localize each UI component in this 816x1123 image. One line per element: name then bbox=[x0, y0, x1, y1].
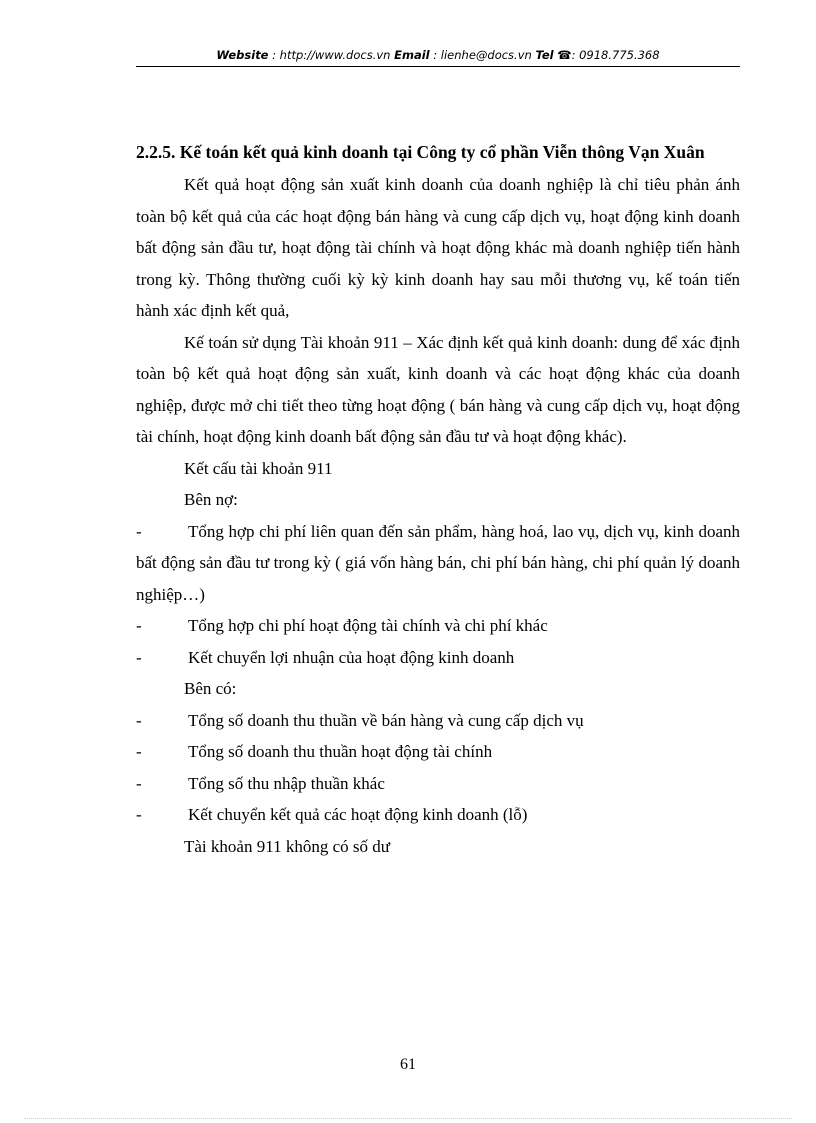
debit-item-3 bbox=[136, 642, 740, 674]
bullet-marker: - bbox=[136, 710, 142, 730]
website-value: : http://www.docs.vn bbox=[272, 48, 391, 62]
structure-title: Kết cấu tài khoản 911 bbox=[184, 458, 333, 478]
closing-note: Tài khoản 911 không có số dư bbox=[184, 836, 390, 856]
paragraph-1: Kết quả hoạt động sản xuất kinh doanh của doanh nghiệp là chỉ tiêu phản ánh toàn bộ kết quả của các hoạt động bán hàng và cung cấp dịch vụ, hoạt động kinh doanh bất động sản đầu tư, hoạt động tài chính và hoạt động khác mà doanh nghiệp tiến hành trong kỳ. Thông thường cuối kỳ kỳ kinh doanh hay sau mỗi thương vụ, kế toán tiến hành xác định kết quả, bbox=[136, 175, 740, 320]
tel-value: : 0918.775.368 bbox=[571, 48, 660, 62]
bullet-marker: - bbox=[136, 773, 142, 793]
credit-title: Bên có: bbox=[184, 679, 237, 698]
credit-item-1 bbox=[136, 705, 740, 737]
header-divider bbox=[136, 66, 740, 67]
debit-item-2 bbox=[136, 610, 740, 642]
credit-item-4 bbox=[136, 799, 740, 831]
credit-item-2 bbox=[136, 736, 740, 768]
paragraph-2: Kế toán sử dụng Tài khoản 911 – Xác định kết quả kinh doanh: dung để xác định toàn bộ kết quả hoạt động sản xuất, kinh doanh và các hoạt động khác của doanh nghiệp, được mở chi tiết theo từng hoạt động ( bán hàng và cung cấp dịch vụ, hoạt động tài chính, hoạt động kinh doanh bất động sản đầu tư và hoạt động khác). bbox=[136, 332, 740, 446]
bullet-marker: - bbox=[136, 521, 142, 541]
debit-item-text: Tổng hợp chi phí hoạt động tài chính và chi phí khác bbox=[188, 616, 548, 635]
phone-icon: ☎ bbox=[557, 48, 572, 62]
debit-item-text: Tổng hợp chi phí liên quan đến sản phẩm, hàng hoá, lao vụ, dịch vụ, kinh doanh bất động sản đầu tư trong kỳ ( giá vốn hàng bán, chi phí bán hàng, chi phí quản lý doanh nghiệp…) bbox=[136, 521, 740, 604]
debit-title: Bên nợ: bbox=[184, 490, 238, 509]
credit-item-text: Tổng số thu nhập thuần khác bbox=[188, 773, 385, 793]
credit-item-3 bbox=[136, 768, 740, 800]
credit-item-text: Tổng số doanh thu thuần hoạt động tài chính bbox=[188, 742, 493, 761]
debit-item-1 bbox=[136, 516, 740, 611]
credit-item-text: Kết chuyển kết quả các hoạt động kinh doanh (lỗ) bbox=[188, 805, 528, 824]
bullet-marker: - bbox=[136, 742, 142, 761]
email-label: Email bbox=[394, 48, 430, 62]
debit-item-text: Kết chuyển lợi nhuận của hoạt động kinh doanh bbox=[188, 647, 515, 667]
bullet-marker: - bbox=[136, 805, 142, 824]
email-value: : lienhe@docs.vn bbox=[433, 48, 532, 62]
page-header bbox=[136, 48, 740, 62]
tel-label: Tel bbox=[535, 48, 554, 62]
page-bottom-border bbox=[24, 1118, 792, 1119]
bullet-marker: - bbox=[136, 647, 142, 667]
bullet-marker: - bbox=[136, 616, 142, 635]
body-text bbox=[136, 137, 740, 862]
page-number: 61 bbox=[400, 1056, 416, 1073]
website-label: Website bbox=[216, 48, 269, 62]
credit-item-text: Tổng số doanh thu thuần về bán hàng và cung cấp dịch vụ bbox=[188, 710, 584, 730]
section-heading: 2.2.5. Kế toán kết quả kinh doanh tại Công ty cổ phần Viễn thông Vạn Xuân bbox=[136, 142, 705, 162]
